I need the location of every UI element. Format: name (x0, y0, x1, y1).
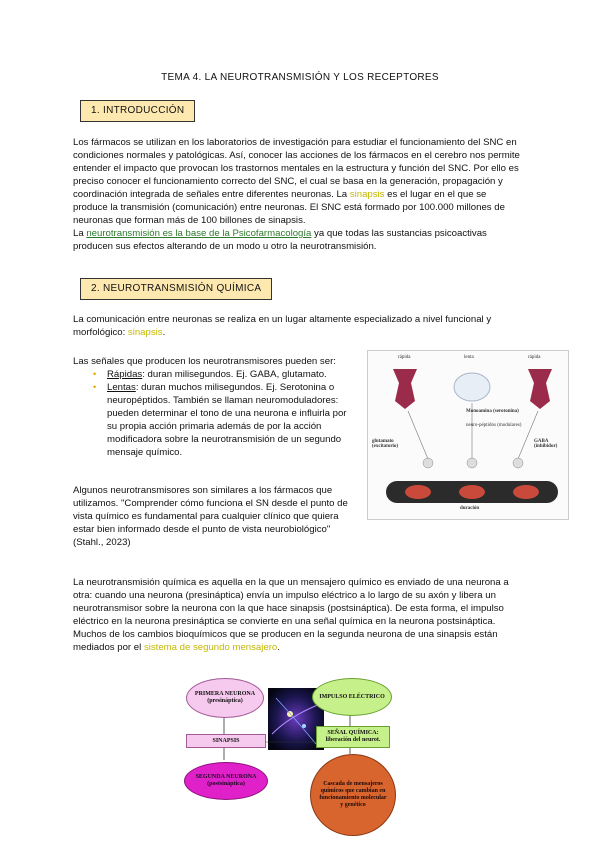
list-item-lentas (73, 381, 358, 459)
rapidas-text: : duran milisegundos. Ej. GABA, glutamato. (142, 369, 327, 380)
sinapsis-highlight-2: sinapsis (127, 327, 163, 338)
bullet-icon: • (93, 382, 97, 392)
quimica-p3-end: . (277, 642, 280, 653)
section-heading-introduccion: 1. INTRODUCCIÓN (80, 100, 195, 122)
quimica-paragraph-3 (73, 576, 523, 654)
intro-paragraph-1 (73, 136, 521, 227)
quimica-p1-end: . (162, 327, 166, 338)
label-top-right: rápida (528, 355, 541, 360)
rapidas-label: Rápidas (107, 369, 143, 380)
intro-p2-end: ya que todas las sustancias psicoactivas producen sus efectos alterando de un modo u otro la neurotransmisión. (73, 228, 487, 252)
senales-intro: Las señales que producen los neurotransmisores pueden ser: (73, 356, 336, 367)
label-neuropeptidos: neuro-péptidos (modulares) (466, 423, 522, 428)
center-neuron-shape (454, 373, 490, 401)
quimica-p1-text: La comunicación entre neuronas se realiza en un lugar altamente especializado a nivel funcional y morfológico: (73, 314, 492, 338)
intro-text-a: Los fármacos se utilizan en los laboratorios de investigación para estudiar el funcionamiento del SNC en condiciones normales y patológicas. Así, conocer las acciones de los fármacos en el cerebro nos permite entender el impacto que provocan los trastornos mentales en la estructura y función del SNC. Por ello es preciso conocer el funcionamiento correcto del SNC, el cual se basa en la generación, propagación y coordinación integrada de señales entre diferentes neuronas. La (73, 137, 520, 200)
segunda-neurona-node: SEGUNDA NEURONA (postsináptica) (184, 762, 268, 800)
primera-neurona-node: PRIMERA NEURONA (presináptica) (186, 678, 264, 718)
lentas-label: Lentas (107, 382, 136, 393)
cascada-node: Cascada de mensajeros químicos que cambian en funcionamiento molecular y genético (310, 754, 396, 836)
bullet-icon: • (93, 369, 97, 379)
receptor-3 (513, 485, 539, 499)
neurotransmission-flow-diagram (180, 674, 420, 842)
segundo-mensajero-link[interactable]: sistema de segundo mensajero (143, 642, 278, 653)
label-top-left: rápida (398, 355, 411, 360)
page-title: TEMA 4. LA NEUROTRANSMISIÓN Y LOS RECEPTORES (161, 72, 439, 83)
label-gaba: GABA (inhibidor) (534, 439, 558, 449)
intro-text-b: es el lugar en el que se produce la transmisión (comunicación) entre neuronas. El SNC está formado por 100.000 millones de neuronas que forman más de 100 billones de sinapsis. (73, 189, 505, 226)
list-item-rapidas (73, 368, 358, 381)
senal-quimica-node: SEÑAL QUÍMICA: liberación del neurot. (316, 726, 390, 748)
receptor-2 (459, 485, 485, 499)
algunos-paragraph: Algunos neurotransmisores son similares a los fármacos que utilizamos. "Comprender cómo funciona el SN desde el punto de vista químico es fundamental para cualquier clínico que quiera estar bien informado desde el punto de vista neurobiológico" (Stahl., 2023) (73, 485, 348, 548)
label-glutamato: glutamato (excitatorio) (372, 439, 399, 449)
label-top-center: lenta (464, 355, 474, 360)
impulso-electrico-node: IMPULSO ELÉCTRICO (312, 678, 392, 716)
quimica-p3-text: La neurotransmisión química es aquella en la que un mensajero químico es enviado de una neurona a otra: cuando una neurona (presináptica) envía un impulso eléctrico a lo largo de su axón y libera un neurotransmisor sobre la neurona con la que hace sinapsis (postsináptica). De esta forma, el impulso eléctrico en la neurona presináptica se convierte en una señal química en la neurona postsináptica. Muchos de los cambios bioquímicos que se producen en la segunda neurona de una sinapsis están mediados por el (73, 577, 509, 653)
receptor-1 (405, 485, 431, 499)
label-monoamina: Monoamina (serotonina) (466, 409, 519, 414)
neurotransmitter-speed-figure (367, 350, 569, 520)
intro-paragraph-2 (73, 227, 521, 253)
label-duracion: duración (460, 506, 480, 511)
senales-list (73, 368, 358, 459)
quimica-paragraph-1 (73, 313, 521, 339)
psicofarmacologia-link[interactable]: neurotransmisión es la base de la Psicofarmacología (86, 228, 312, 239)
section-heading-neurotransmision: 2. NEUROTRANSMISIÓN QUÍMICA (80, 278, 272, 300)
sinapsis-node: SINAPSIS (186, 734, 266, 748)
lentas-text: : duran muchos milisegundos. Ej. Serotonina o neuropéptidos. También se llaman neuromoduladores: pueden determinar el tono de una neurona e influirla por su propia acción primaria además de por la acción modificadora sobre la neurotransmisión de un segundo mensaje químico. (107, 382, 347, 458)
sinapsis-highlight: sinapsis (349, 189, 385, 200)
speed-figure-graphic (368, 351, 568, 519)
intro-p2-start: La (73, 228, 87, 239)
